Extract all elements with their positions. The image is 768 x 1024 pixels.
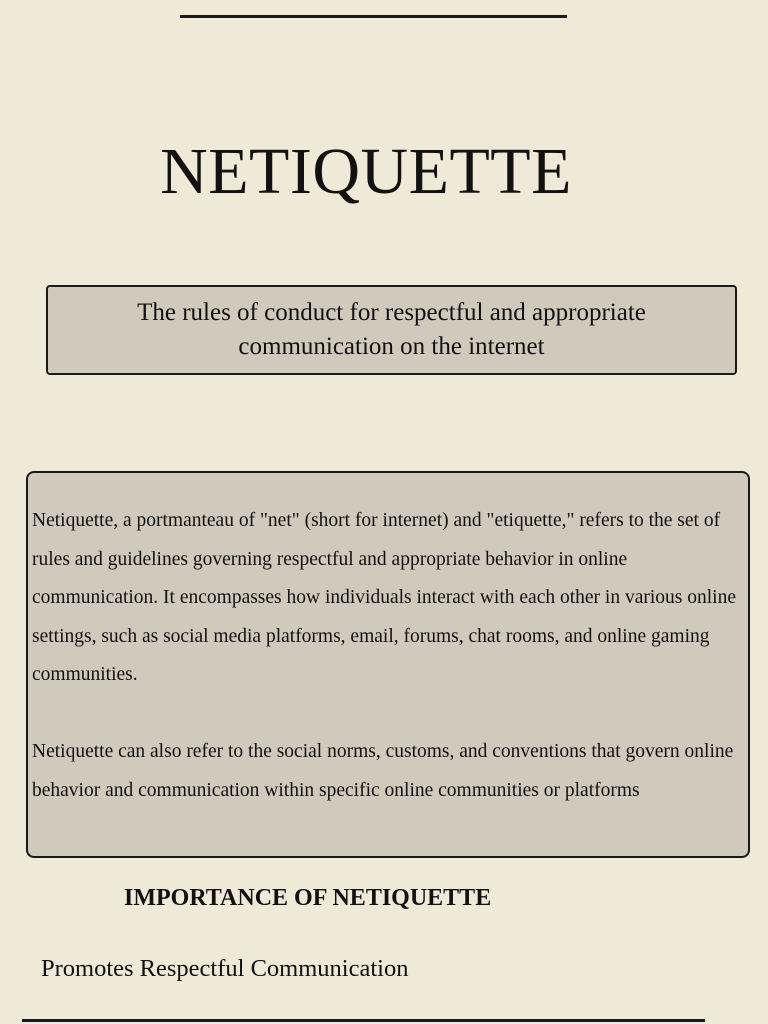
importance-heading: IMPORTANCE OF NETIQUETTE (124, 885, 492, 911)
description-box (26, 471, 750, 858)
definition-text: The rules of conduct for respectful and appropriate communication on the internet (137, 299, 646, 360)
importance-point-1: Promotes Respectful Communication (41, 955, 409, 982)
top-divider (180, 15, 567, 18)
definition-box (46, 285, 737, 375)
description-paragraph-1: Netiquette, a portmanteau of "net" (short for internet) and "etiquette," refers to the set of rules and guidelines governing respectful and appropriate behavior in online communication. It encompasses how individuals interact with each other in various online settings, such as social media platforms, email, forums, chat rooms, and online gaming communities. (32, 510, 736, 685)
page-title: NETIQUETTE (160, 135, 572, 208)
bottom-divider (22, 1019, 705, 1022)
description-paragraph-2: Netiquette can also refer to the social norms, customs, and conventions that govern online behavior and communication within specific online communities or platforms (32, 741, 734, 801)
